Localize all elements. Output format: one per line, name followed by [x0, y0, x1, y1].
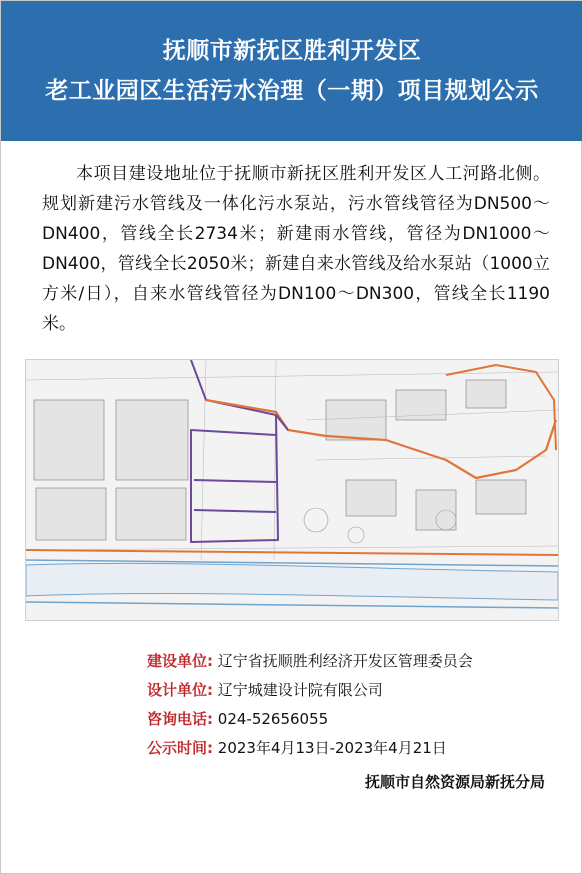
info-value: 2023年4月13日-2023年4月21日 [217, 739, 447, 757]
info-label: 公示时间: [147, 739, 213, 757]
info-value: 辽宁省抚顺胜利经济开发区管理委员会 [217, 652, 473, 670]
project-description: 本项目建设地址位于抚顺市新抚区胜利开发区人工河路北侧。规划新建污水管线及一体化污水泵站，污水管线管径为DN500～DN400，管线全长2734米；新建雨水管线，管径为DN1000～DN400，管线全长2050米；新建自来水管线及给水泵站（1000立方米/日），自来水管线管径为DN100～DN300，管线全长1190米。 [42, 164, 551, 334]
info-row-builder [147, 647, 473, 676]
site-plan-map [25, 359, 559, 621]
info-value: 024-52656055 [217, 710, 329, 728]
info-label: 咨询电话: [147, 710, 213, 728]
info-label: 建设单位: [147, 652, 213, 670]
info-block [147, 647, 473, 763]
title-line-1: 抚顺市新抚区胜利开发区 [162, 38, 422, 64]
info-row-phone [147, 705, 473, 734]
info-value: 辽宁城建设计院有限公司 [217, 681, 383, 699]
issuing-organization: 抚顺市自然资源局新抚分局 [364, 773, 545, 791]
info-row-designer [147, 676, 473, 705]
site-plan-drawing [26, 360, 558, 620]
info-row-period [147, 734, 473, 763]
header-banner [1, 1, 582, 141]
title-line-2: 老工业园区生活污水治理（一期）项目规划公示 [45, 78, 539, 104]
info-label: 设计单位: [147, 681, 213, 699]
